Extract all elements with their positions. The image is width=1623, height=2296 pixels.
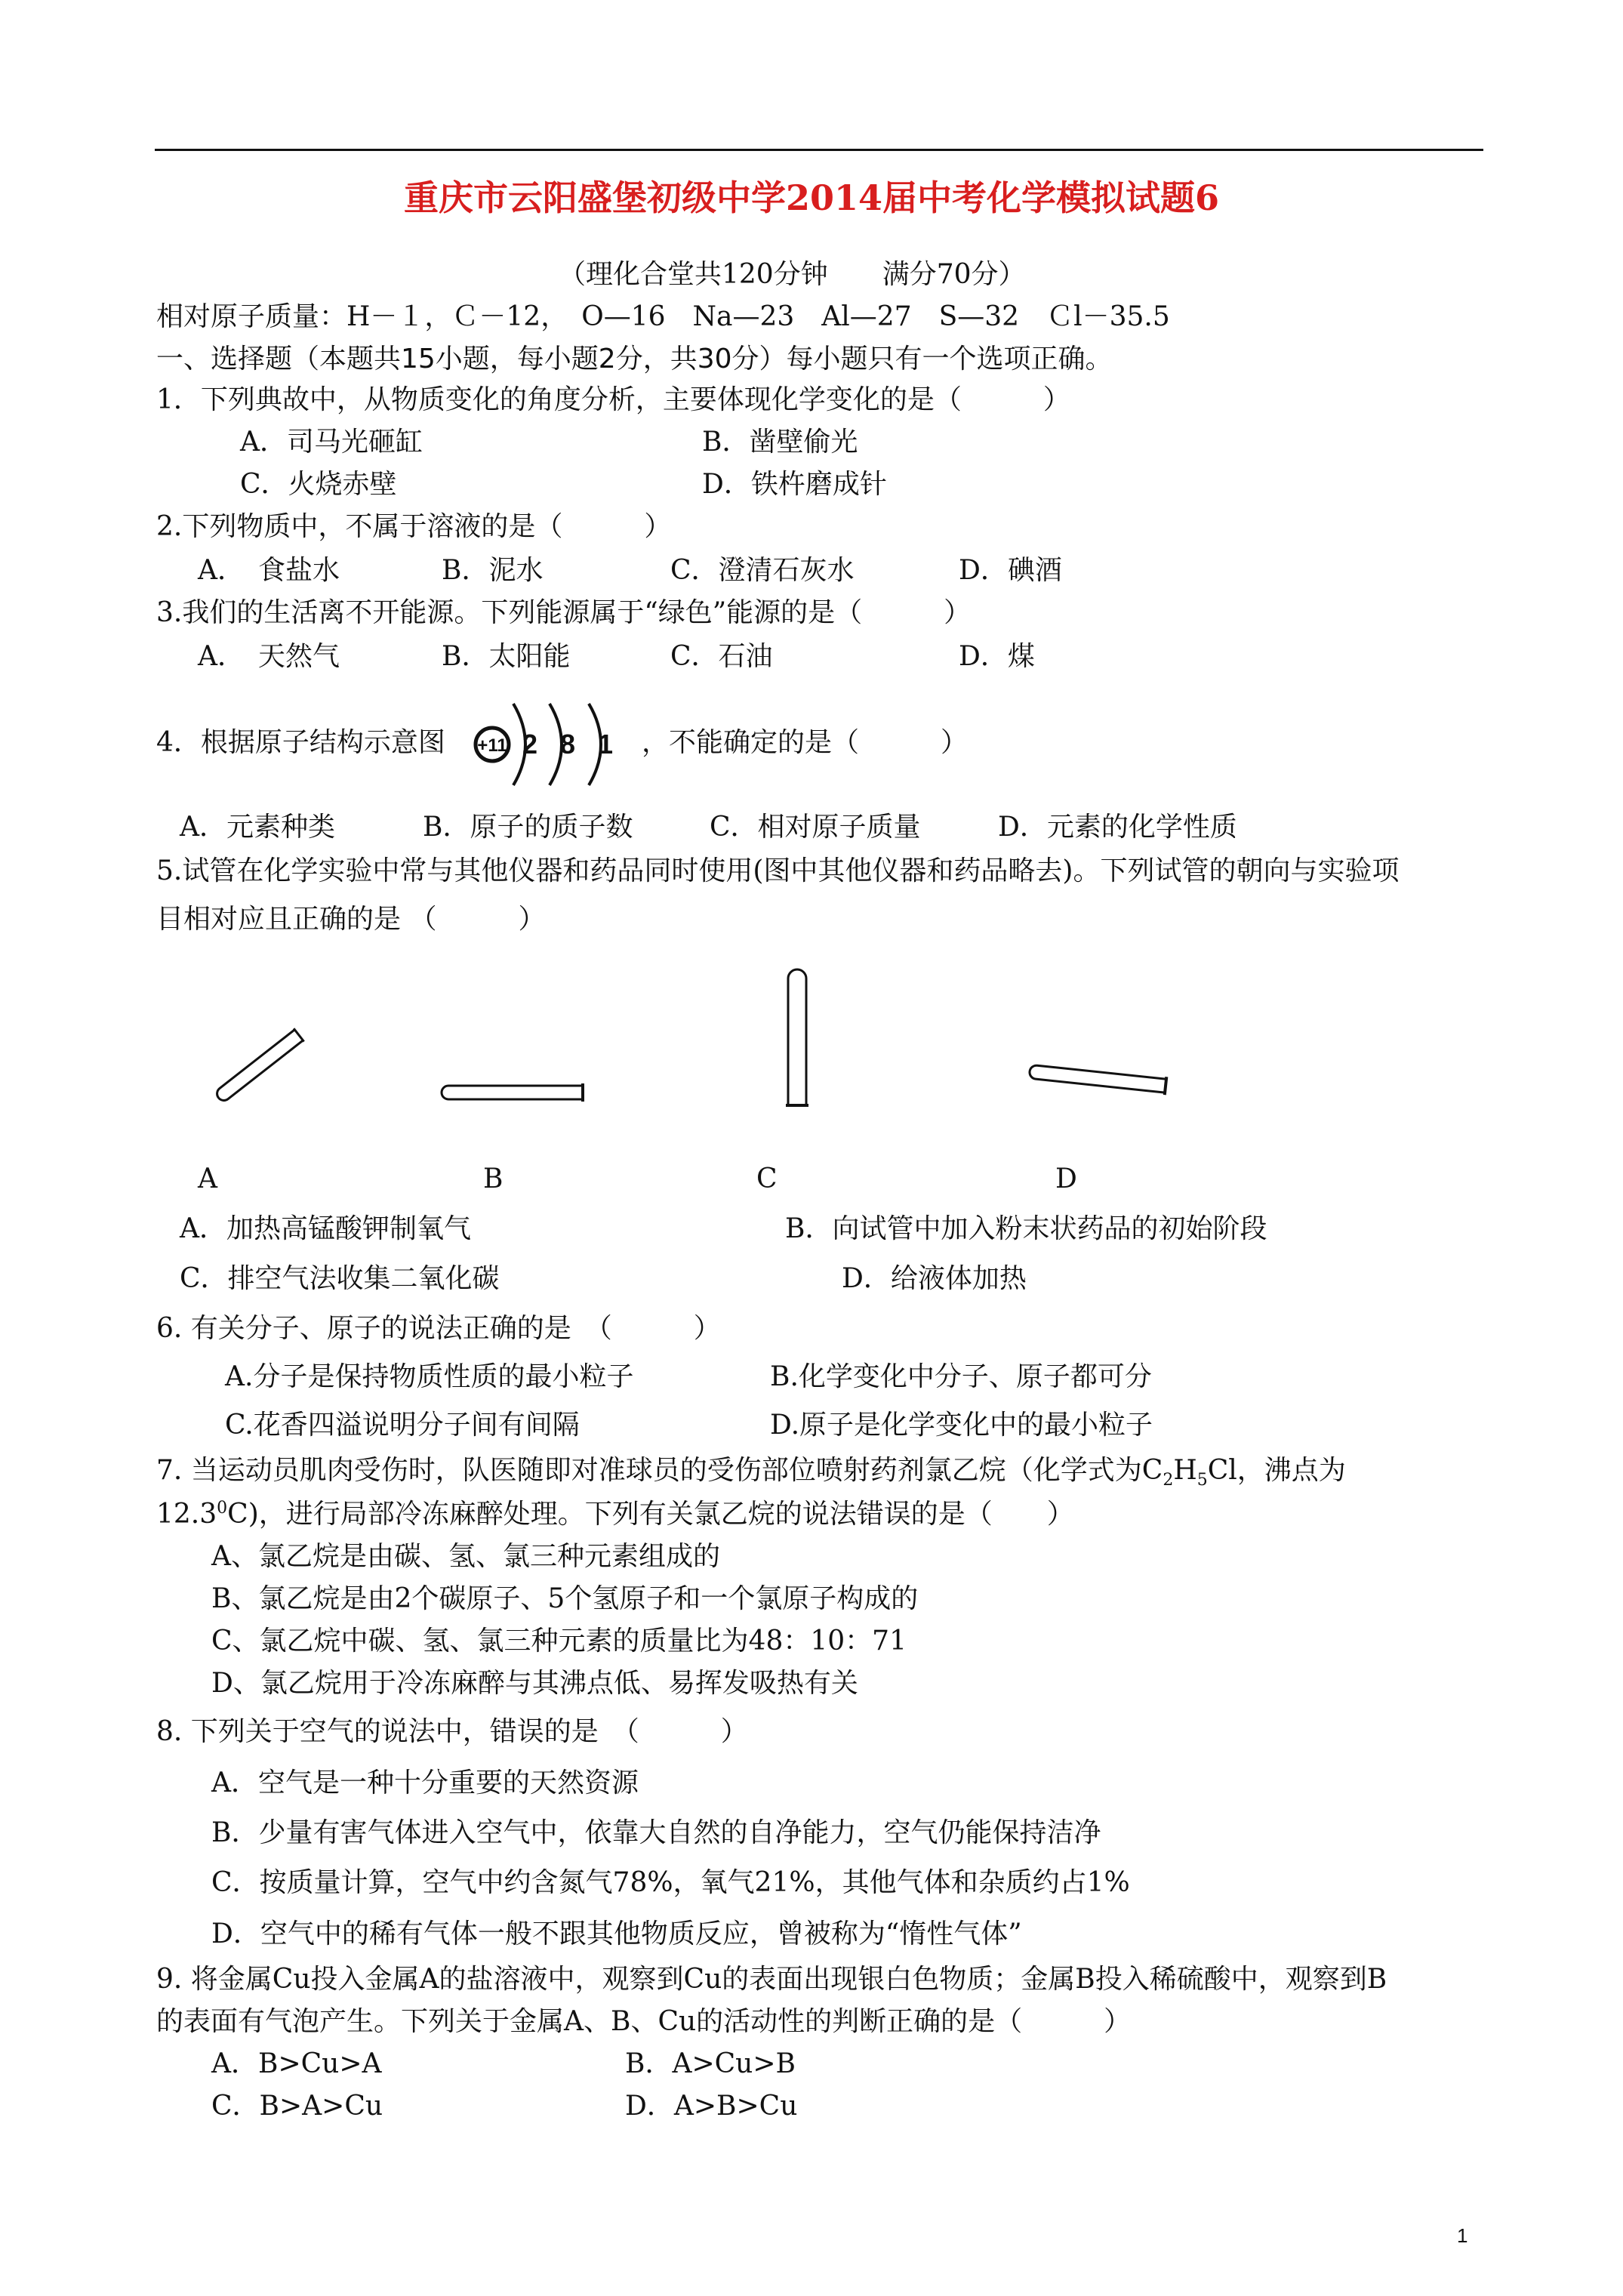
q9-option-d: D．A>B>Cu bbox=[625, 2091, 798, 2122]
q3-option-a: A． 天然气 bbox=[198, 641, 340, 672]
atomic-masses: 相对原子质量：H－１，Ｃ－12， O—16 Na—23 Al—27 S—32 Ｃl－35.5 bbox=[156, 301, 1170, 332]
atomic-structure-diagram bbox=[468, 693, 649, 796]
q8-option-a: A．空气是一种十分重要的天然资源 bbox=[211, 1767, 639, 1798]
boiling-point-value: 12.3 bbox=[156, 1499, 217, 1530]
formula-sub-5: 5 bbox=[1196, 1471, 1208, 1490]
figure-label-d: D bbox=[1055, 1163, 1077, 1194]
degree-sup: 0 bbox=[217, 1499, 228, 1518]
q1-option-a: A．司马光砸缸 bbox=[240, 427, 423, 458]
q5-stem-line1: 5.试管在化学实验中常与其他仪器和药品同时使用(图中其他仪器和药品略去)。下列试管的朝向与实验项 bbox=[156, 855, 1400, 886]
q3-option-c: C．石油 bbox=[670, 641, 773, 672]
q7-stem-line1 bbox=[156, 1454, 1346, 1490]
q6-option-a: A.分子是保持物质性质的最小粒子 bbox=[225, 1361, 634, 1392]
formula-c: C bbox=[1141, 1455, 1163, 1486]
q8-stem: 8. 下列关于空气的说法中，错误的是 （ ） bbox=[156, 1716, 748, 1747]
q4-option-a: A．元素种类 bbox=[180, 812, 335, 843]
shell-electrons-2: 8 bbox=[559, 729, 576, 760]
q6-option-d: D.原子是化学变化中的最小粒子 bbox=[770, 1410, 1153, 1441]
test-tube-b bbox=[442, 1083, 583, 1102]
test-tube-figure bbox=[204, 966, 1230, 1140]
q1-option-b: B．凿壁偷光 bbox=[702, 427, 858, 458]
q1-stem: 1．下列典故中，从物质变化的角度分析，主要体现化学变化的是（ ） bbox=[156, 384, 1070, 415]
formula-sub-2: 2 bbox=[1163, 1471, 1174, 1490]
header-rule bbox=[155, 149, 1483, 151]
exam-duration: （理化合堂共120分钟 满分70分） bbox=[559, 259, 1026, 290]
q9-option-b: B．A>Cu>B bbox=[625, 2048, 796, 2079]
q2-option-c: C．澄清石灰水 bbox=[670, 555, 855, 586]
page-title: 重庆市云阳盛堡初级中学2014届中考化学模拟试题6 bbox=[403, 177, 1220, 218]
q8-option-c: C．按质量计算，空气中约含氮气78%，氧气21%，其他气体和杂质约占1% bbox=[211, 1867, 1130, 1898]
q9-stem-line2: 的表面有气泡产生。下列关于金属A、B、Cu的活动性的判断正确的是（ ） bbox=[156, 2006, 1132, 2037]
test-tube-d bbox=[1029, 1062, 1167, 1095]
q7-option-a: A、氯乙烷是由碳、氢、氯三种元素组成的 bbox=[211, 1541, 720, 1572]
q9-option-c: C．B>A>Cu bbox=[211, 2091, 383, 2122]
section-heading: 一、选择题（本题共15小题，每小题2分，共30分）每小题只有一个选项正确。 bbox=[156, 344, 1113, 374]
q5-option-c: C．排空气法收集二氧化碳 bbox=[180, 1263, 500, 1294]
q2-stem: 2.下列物质中，不属于溶液的是（ ） bbox=[156, 511, 672, 542]
q2-option-d: D．碘酒 bbox=[959, 555, 1062, 586]
q7-option-b: B、氯乙烷是由2个碳原子、5个氢原子和一个氯原子构成的 bbox=[211, 1583, 919, 1614]
q5-option-b: B．向试管中加入粉末状药品的初始阶段 bbox=[785, 1213, 1267, 1244]
q4-option-d: D．元素的化学性质 bbox=[998, 812, 1237, 843]
q5-option-d: D．给液体加热 bbox=[842, 1263, 1027, 1294]
q9-stem-line1: 9. 将金属Cu投入金属A的盐溶液中，观察到Cu的表面出现银白色物质；金属B投入稀硫酸中，观察到B bbox=[156, 1964, 1387, 1995]
page-number: 1 bbox=[1457, 2224, 1468, 2247]
formula-cl: Cl，沸点为 bbox=[1207, 1455, 1346, 1486]
q3-option-d: D．煤 bbox=[959, 641, 1035, 672]
q7-option-d: D、氯乙烷用于冷冻麻醉与其沸点低、易挥发吸热有关 bbox=[211, 1668, 858, 1699]
q7-stem-text: 7. 当运动员肌肉受伤时，队医随即对准球员的受伤部位喷射药剂氯乙烷（化学式为 bbox=[156, 1455, 1142, 1486]
q6-option-b: B.化学变化中分子、原子都可分 bbox=[770, 1361, 1152, 1392]
q4-stem-pre: 4．根据原子结构示意图 bbox=[156, 727, 445, 758]
q7-stem-line2 bbox=[156, 1498, 1074, 1531]
q4-option-c: C．相对原子质量 bbox=[710, 812, 921, 843]
nucleus-charge: +11 bbox=[477, 735, 507, 756]
q3-option-b: B．太阳能 bbox=[442, 641, 571, 672]
shell-electrons-3: 1 bbox=[597, 729, 614, 760]
q6-option-c: C.花香四溢说明分子间有间隔 bbox=[225, 1410, 580, 1441]
q5-stem-line2: 目相对应且正确的是 （ ） bbox=[156, 904, 546, 935]
figure-label-b: B bbox=[483, 1163, 504, 1194]
shell-electrons-1: 2 bbox=[522, 729, 538, 760]
test-tube-c bbox=[786, 969, 808, 1105]
q4-stem-post: ，不能确定的是（ ） bbox=[642, 727, 969, 758]
q6-stem: 6. 有关分子、原子的说法正确的是 （ ） bbox=[156, 1313, 721, 1344]
q8-option-b: B．少量有害气体进入空气中，依靠大自然的自净能力，空气仍能保持洁净 bbox=[211, 1817, 1101, 1848]
q1-option-d: D．铁杵磨成针 bbox=[702, 469, 887, 500]
q2-option-b: B．泥水 bbox=[442, 555, 544, 586]
q8-option-d: D．空气中的稀有气体一般不跟其他物质反应，曾被称为“惰性气体” bbox=[211, 1918, 1022, 1949]
q4-option-b: B．原子的质子数 bbox=[423, 812, 633, 843]
q9-option-a: A．B>Cu>A bbox=[211, 2048, 382, 2079]
test-tube-a bbox=[214, 1028, 304, 1104]
q7-stem-text-2: C)，进行局部冷冻麻醉处理。下列有关氯乙烷的说法错误的是（ ） bbox=[227, 1499, 1074, 1530]
q2-option-a: A． 食盐水 bbox=[198, 555, 340, 586]
q5-option-a: A．加热高锰酸钾制氧气 bbox=[180, 1213, 471, 1244]
q3-stem: 3.我们的生活离不开能源。下列能源属于“绿色”能源的是（ ） bbox=[156, 597, 972, 628]
figure-label-a: A bbox=[198, 1163, 217, 1194]
formula-h: H bbox=[1173, 1455, 1197, 1486]
q1-option-c: C．火烧赤壁 bbox=[240, 469, 397, 500]
figure-label-c: C bbox=[756, 1163, 778, 1194]
q7-option-c: C、氯乙烷中碳、氢、氯三种元素的质量比为48：10：71 bbox=[211, 1626, 907, 1657]
